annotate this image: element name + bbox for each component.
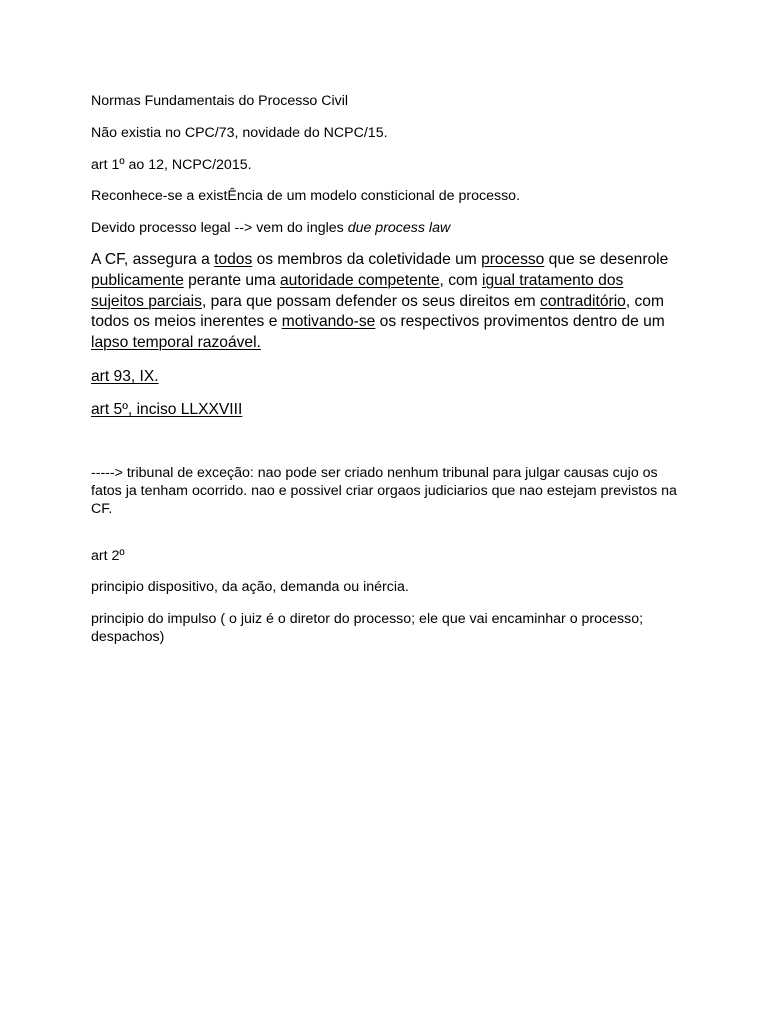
text-line-due-process [91, 219, 681, 237]
reference-art-93 [91, 367, 681, 388]
due-process-prefix: Devido processo legal --> vem do ingles [91, 220, 348, 236]
underlined-term: processo [481, 251, 545, 268]
document-title: Normas Fundamentais do Processo Civil [91, 93, 349, 109]
paragraph-text: A CF, assegura a [91, 251, 215, 268]
underlined-term: motivando-se [281, 313, 376, 331]
paragraph-text: que se desenrole [544, 251, 669, 268]
underlined-term: igual tratamento dos sujeitos parciais [91, 271, 624, 310]
underlined-term: contraditório [540, 292, 626, 310]
exception-court-note: -----> tribunal de exceção: nao pode ser criado nenhum tribunal para julgar causas cujo os fatos ja tenham ocorrido. nao e possivel criar orgaos judiciarios que nao estejam previstos na CF. [91, 465, 677, 517]
text-line-cpc: Não existia no CPC/73, novidade do NCPC/15. [91, 125, 388, 141]
reference-link-text: art 93, IX. [91, 368, 159, 385]
paragraph-text: , com [439, 271, 482, 289]
impulse-principle: principio do impulso ( o juiz é o diretor do processo; ele que vai encaminhar o processo; despachos) [91, 611, 644, 645]
underlined-term: todos [214, 251, 253, 268]
paragraph-text: , para que possam defender os seus direitos em [201, 292, 541, 310]
underlined-term: publicamente [91, 271, 184, 289]
paragraph-text: , com todos os meios inerentes e [91, 292, 664, 331]
reference-art-5 [91, 400, 681, 421]
underlined-term: lapso temporal razoável. [91, 334, 261, 352]
text-line-articles: art 1º ao 12, NCPC/2015. [91, 157, 252, 173]
underlined-term: autoridade competente [280, 271, 440, 289]
dispositive-principle: principio dispositivo, da ação, demanda ou inércia. [91, 579, 409, 595]
paragraph-text: os respectivos provimentos dentro de um [375, 313, 665, 331]
constitution-paragraph [91, 250, 671, 354]
art-2-heading: art 2º [91, 548, 125, 564]
due-process-italic: due process law [347, 220, 451, 236]
paragraph-text: os membros da coletividade um [252, 251, 482, 268]
reference-link-text: art 5º, inciso LLXXVIII [91, 401, 243, 418]
text-line-model: Reconhece-se a existÊncia de um modelo consticional de processo. [91, 188, 521, 204]
paragraph-text: perante uma [183, 271, 280, 289]
